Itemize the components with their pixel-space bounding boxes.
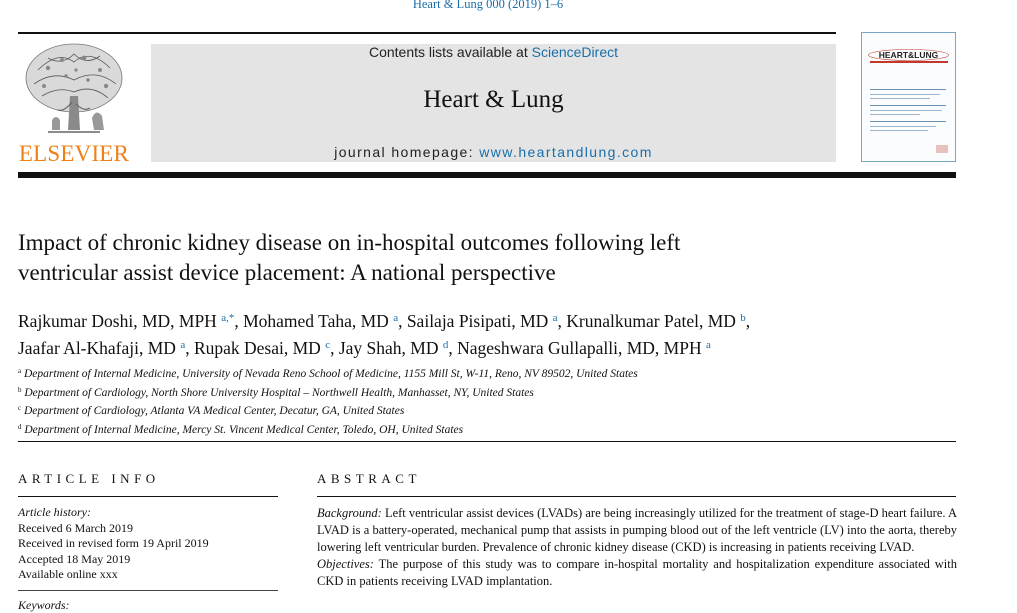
article-title-line1: Impact of chronic kidney disease on in-hospital outcomes following left (18, 230, 681, 255)
cover-accent-bar (870, 61, 948, 63)
affiliation-key: b (18, 385, 22, 394)
cover-title (868, 48, 949, 58)
affiliation-item (18, 383, 948, 402)
affiliation-text: Department of Internal Medicine, University of Nevada Reno School of Medicine, 1155 Mill St, W-11, Reno, NV 89502, United States (23, 368, 638, 380)
author-affil-link[interactable]: a (705, 339, 711, 351)
affiliation-text: Department of Cardiology, North Shore University Hospital – Northwell Health, Manhasset, NY, United States (24, 386, 534, 399)
elsevier-wordmark: ELSEVIER (18, 141, 130, 166)
objectives-text: The purpose of this study was to compare in-hospital mortality and hospitalization expenditure associated with CKD in patients receiving LVAD implantation. (317, 557, 957, 588)
affiliation-divider (18, 441, 956, 442)
homepage-link[interactable]: www.heartandlung.com (479, 144, 653, 160)
header-rule (18, 32, 836, 34)
author-name: Sailaja Pisipati, MD (406, 311, 549, 331)
author-line-1: Rajkumar Doshi, MD, MPH $^{a,*}$, Mohamed Taha, MD $^a$, Sailaja Pisipati, MD $^a$, Krunalkumar Patel, MD $^b$, (18, 311, 751, 331)
history-item: Received 6 March 2019 (18, 520, 133, 535)
author-affil-link[interactable]: b (740, 312, 746, 324)
cover-corner-mark (936, 145, 948, 153)
author-affil-link[interactable]: a,* (221, 312, 235, 324)
background-text: Left ventricular assist devices (LVADs) are being increasingly utilized for the treatment of stage-D heart failure. A LVAD is a battery-operated, mechanical pump that assists in pumping blood out of the left ventricle (LV) into the aorta, thereby lowering left ventricular burden. Prevalence of chronic kidney disease (CKD) is increasing in patients receiving LVAD. (317, 506, 957, 554)
abstract-heading: ABSTRACT (317, 471, 421, 486)
affiliation-item (18, 420, 948, 439)
keywords-rule (18, 590, 278, 591)
journal-title: Heart & Lung (423, 86, 564, 113)
abstract-objectives (317, 556, 957, 590)
author-affil-link[interactable]: d (442, 339, 449, 351)
author-name: Jay Shah, MD (338, 338, 439, 358)
author-name: Rajkumar Doshi, MD, MPH (18, 311, 217, 331)
abstract-body (317, 505, 957, 590)
abstract-rule (317, 496, 956, 497)
background-label: Background: (317, 506, 382, 520)
author-name: Mohamed Taha, MD (243, 311, 389, 331)
contents-prefix: Contents lists available at (368, 44, 532, 60)
affiliation-item (18, 401, 948, 420)
homepage-prefix: journal homepage: (334, 144, 480, 160)
cover-toc (870, 89, 946, 134)
author-name: Nageshwara Gullapalli, MD, MPH (457, 338, 702, 358)
keywords-label: Keywords: (18, 598, 70, 612)
affiliation-text: Department of Cardiology, Atlanta VA Medical Center, Decatur, GA, United States (23, 405, 405, 417)
journal-cover-thumbnail[interactable] (861, 32, 956, 162)
author-line-2: Jaafar Al-Khafaji, MD $^a$, Rupak Desai, MD $^c$, Jay Shah, MD $^d$, Nageshwara Gullapalli, MD, MPH $^a$ (18, 338, 711, 358)
homepage-line (151, 144, 836, 160)
sciencedirect-link[interactable]: ScienceDirect (531, 44, 618, 60)
objectives-label: Objectives: (317, 557, 374, 571)
author-name: Rupak Desai, MD (193, 338, 321, 358)
article-info-rule (18, 496, 278, 497)
history-item: Accepted 18 May 2019 (18, 551, 131, 566)
affiliation-key: c (18, 404, 22, 412)
author-name: Jaafar Al-Khafaji, MD (18, 338, 176, 358)
cover-title-graphic (868, 49, 949, 61)
affiliation-list (18, 364, 948, 438)
affiliation-text: Department of Internal Medicine, Mercy St. Vincent Medical Center, Toledo, OH, United States (24, 423, 464, 436)
history-item: Available online xxx (18, 567, 118, 582)
author-name: Krunalkumar Patel, MD (566, 311, 736, 331)
author-affil-link[interactable]: a (393, 312, 399, 324)
history-item: Received in revised form 19 April 2019 (18, 536, 209, 551)
author-affil-link[interactable]: a (552, 312, 558, 324)
cover-title-text: HEART&LUNG (878, 50, 939, 60)
elsevier-logo (18, 40, 130, 164)
journal-banner (151, 44, 836, 162)
author-affil-link[interactable]: c (325, 339, 331, 351)
affiliation-item (18, 364, 948, 383)
contents-line (151, 44, 836, 60)
article-history (18, 505, 278, 583)
author-affil-link[interactable]: a (180, 339, 186, 351)
keywords-label-wrap (18, 598, 70, 613)
author-list (18, 306, 948, 360)
article-info-heading: ARTICLE INFO (18, 471, 160, 486)
banner-bottom-rule (18, 172, 956, 178)
article-title (18, 228, 918, 288)
abstract-background (317, 505, 957, 556)
article-history-label: Article history: (18, 505, 91, 519)
affiliation-key: d (18, 422, 22, 431)
article-title-line2: ventricular assist device placement: A national perspective (18, 260, 556, 285)
affiliation-key: a (18, 367, 22, 375)
running-head: Heart & Lung 000 (2019) 1–6 (412, 0, 564, 11)
elsevier-tree-icon (18, 40, 130, 140)
